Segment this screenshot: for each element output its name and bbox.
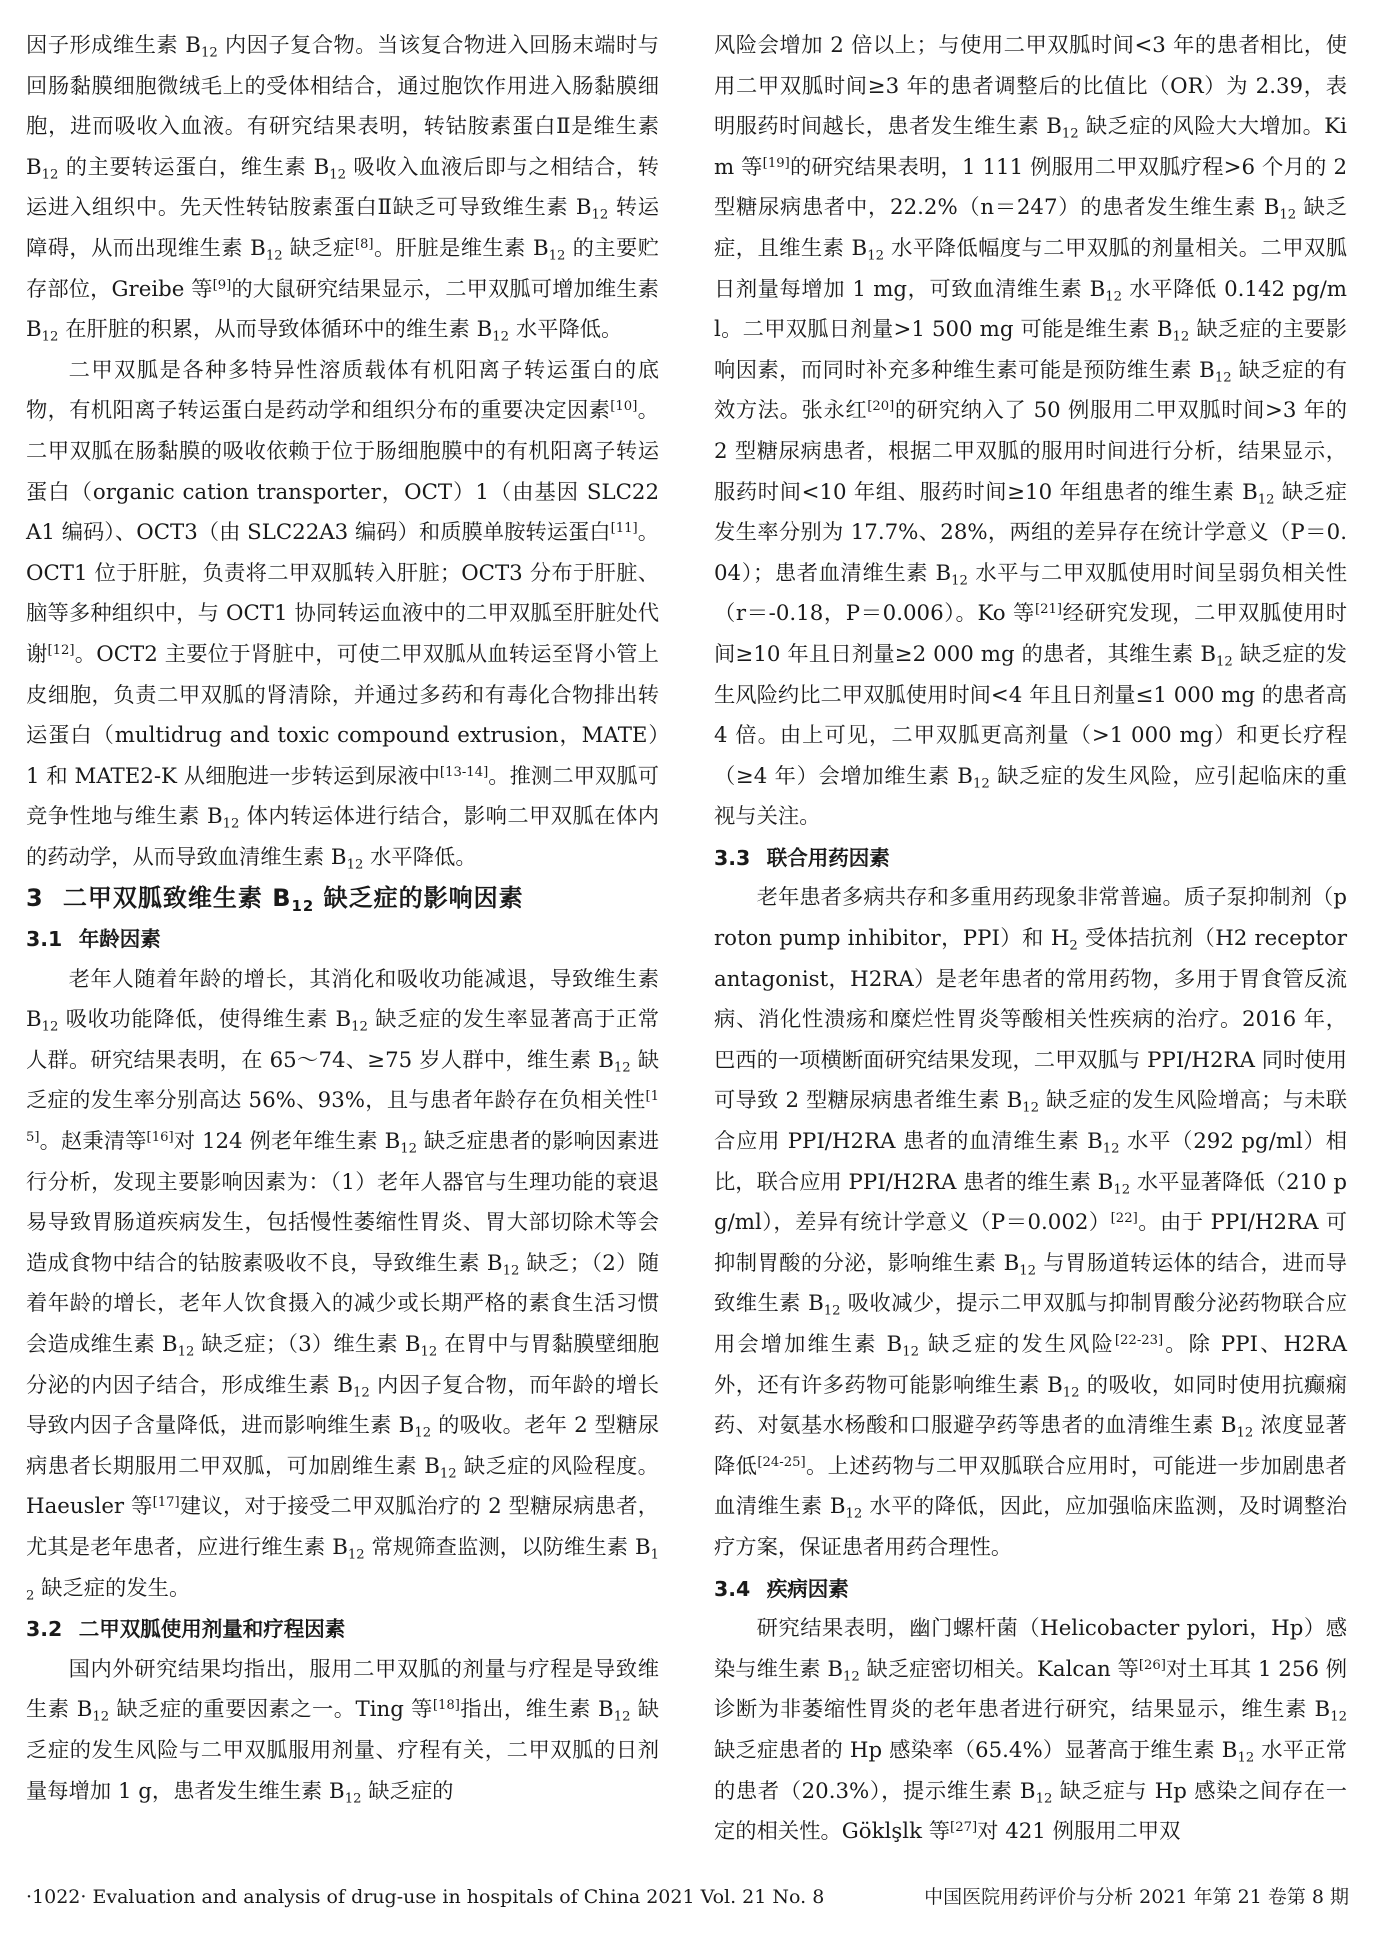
right-paragraph-2: 老年患者多病共存和多重用药现象非常普遍。质子泵抑制剂（proton pump inhibitor，PPI）和 $H_2$ 受体拮抗剂（H2 receptor antagonist，H2RA）是老年患者的常用药物，多用于胃食管反流病、消化性溃疡和糜烂性胃炎等酸相关性疾病的治疗。2016 年，巴西的一项横断面研究结果发现，二甲双胍与 PPI/H2RA 同时使用可导致 2 型糖尿病患者维生素 $B_{12}$ 缺乏症的发生风险增高；与未联合应用 PPI/H2RA 患者的血清维生素 $B_{12}$ 水平（292 pg/ml）相比，联合应用 PPI/H2RA 患者的维生素 $B_{12}$ 水平显著降低（210 pg/ml），差异有统计学意义（P＝0.002）[22]。由于 PPI/H2RA 可抑制胃酸的分泌，影响维生素 $B_{12}$ 与胃肠道转运体的结合，进而导致维生素 $B_{12}$ 吸收减少，提示二甲双胍与抑制胃酸分泌药物联合应用会增加维生素 $B_{12}$ 缺乏症的发生风险[22-23]。除 PPI、H2RA 外，还有许多药物可能影响维生素 $B_{12}$ 的吸收，如同时使用抗癫痫药、对氨基水杨酸和口服避孕药等患者的血清维生素 $B_{12}$ 浓度显著降低[24-25]。上述药物与二甲双胍联合应用时，可能进一步加剧患者血清维生素 $B_{12}$ 水平的降低，因此，应加强临床监测，及时调整治疗方案，保证患者用药合理性。 (714, 885, 1348, 1560)
footer-journal-cn: 中国医院用药评价与分析 2021 年第 21 卷第 8 期 (924, 1886, 1349, 1908)
footer-journal-en: ·1022· Evaluation and analysis of drug-use in hospitals of China 2021 Vol. 21 No. 8 (26, 1886, 825, 1908)
section-3-1-number: 3.1 (26, 927, 63, 952)
section-3-title: 二甲双胍致维生素 $B_{12}$ 缺乏症的影响因素 (62, 884, 524, 916)
left-paragraph-2: 二甲双胍是各种多特异性溶质载体有机阳离子转运蛋白的底物，有机阳离子转运蛋白是药动学和组织分布的重要决定因素[10]。二甲双胍在肠黏膜的吸收依赖于位于肠细胞膜中的有机阳离子转运蛋白（organic cation transporter，OCT）1（由基因 SLC22A1 编码）、OCT3（由 SLC22A3 编码）和质膜单胺转运蛋白[11]。OCT1 位于肝脏，负责将二甲双胍转入肝脏；OCT3 分布于肝脏、脑等多种组织中，与 OCT1 协同转运血液中的二甲双胍至肝脏处代谢[12]。OCT2 主要位于肾脏中，可使二甲双胍从血转运至肾小管上皮细胞，负责二甲双胍的肾清除，并通过多药和有毒化合物排出转运蛋白（multidrug and toxic compound extrusion，MATE）1 和 MATE2-K 从细胞进一步转运到尿液中[13-14]。推测二甲双胍可竞争性地与维生素 $B_{12}$ 体内转运体进行结合，影响二甲双胍在体内的药动学，从而导致血清维生素 $B_{12}$ 水平降低。 (26, 357, 659, 873)
left-paragraph-3: 老年人随着年龄的增长，其消化和吸收功能减退，导致维生素 $B_{12}$ 吸收功能降低，使得维生素 $B_{12}$ 缺乏症的发生率显著高于正常人群。研究结果表明，在 65～74、≥75 岁人群中，维生素 $B_{12}$ 缺乏症的发生率分别高达 56%、93%，且与患者年龄存在负相关性[15]。赵秉清等[16]对 124 例老年维生素 $B_{12}$ 缺乏症患者的影响因素进行分析，发现主要影响因素为：（1）老年人器官与生理功能的衰退易导致胃肠道疾病发生，包括慢性萎缩性胃炎、胃大部切除术等会造成食物中结合的钴胺素吸收不良，导致维生素 $B_{12}$ 缺乏；（2）随着年龄的增长，老年人饮食摄入的减少或长期严格的素食生活习惯会造成维生素 $B_{12}$ 缺乏症；（3）维生素 $B_{12}$ 在胃中与胃黏膜壁细胞分泌的内因子结合，形成维生素 $B_{12}$ 内因子复合物，而年龄的增长导致内因子含量降低，进而影响维生素 $B_{12}$ 的吸收。老年 2 型糖尿病患者长期服用二甲双胍，可加剧维生素 $B_{12}$ 缺乏症的风险程度。Haeusler 等[17]建议，对于接受二甲双胍治疗的 2 型糖尿病患者，尤其是老年患者，应进行维生素 $B_{12}$ 常规筛查监测，以防维生素 $B_{12}$ 缺乏症的发生。 (26, 966, 660, 1604)
section-3-4-number: 3.4 (714, 1576, 751, 1601)
section-3-2-number: 3.2 (26, 1617, 63, 1642)
section-3-3-heading (714, 838, 1347, 879)
section-3-4-heading (714, 1569, 1347, 1610)
section-3-2-title: 二甲双胍使用剂量和疗程因素 (78, 1617, 346, 1642)
section-3-1-title: 年龄因素 (78, 927, 161, 952)
section-3-number: 3 (26, 884, 44, 913)
section-3-2-heading (26, 1609, 659, 1650)
right-paragraph-1: 风险会增加 2 倍以上；与使用二甲双胍时间<3 年的患者相比，使用二甲双胍时间≥3 年的患者调整后的比值比（OR）为 2.39，表明服药时间越长，患者发生维生素 $B_{12}$ 缺乏症的风险大大增加。Kim 等[19]的研究结果表明，1 111 例服用二甲双胍疗程>6 个月的 2 型糖尿病患者中，22.2%（n＝247）的患者发生维生素 $B_{12}$ 缺乏症，且维生素 $B_{12}$ 水平降低幅度与二甲双胍的剂量相关。二甲双胍日剂量每增加 1 mg，可致血清维生素 $B_{12}$ 水平降低 0.142 pg/ml。二甲双胍日剂量>1 500 mg 可能是维生素 $B_{12}$ 缺乏症的主要影响因素，而同时补充多种维生素可能是预防维生素 $B_{12}$ 缺乏症的有效方法。张永红[20]的研究纳入了 50 例服用二甲双胍时间>3 年的 2 型糖尿病患者，根据二甲双胍的服用时间进行分析，结果显示，服药时间<10 年组、服药时间≥10 年组患者的维生素 $B_{12}$ 缺乏症发生率分别为 17.7%、28%，两组的差异存在统计学意义（P＝0.04）；患者血清维生素 $B_{12}$ 水平与二甲双胍使用时间呈弱负相关性（r＝-0.18，P＝0.006）。Ko 等[21]经研究发现，二甲双胍使用时间≥10 年且日剂量≥2 000 mg 的患者，其维生素 $B_{12}$ 缺乏症的发生风险约比二甲双胍使用时间<4 年且日剂量≤1 000 mg 的患者高 4 倍。由上可见，二甲双胍更高剂量（>1 000 mg）和更长疗程（≥4 年）会增加维生素 $B_{12}$ 缺乏症的发生风险，应引起临床的重视与关注。 (714, 33, 1347, 830)
section-3-3-number: 3.3 (714, 845, 751, 870)
section-3-4-title: 疾病因素 (766, 1576, 849, 1601)
section-3-3-title: 联合用药因素 (766, 845, 890, 870)
left-paragraph-1: 因子形成维生素 $B_{12}$ 内因子复合物。当该复合物进入回肠末端时与回肠黏膜细胞微绒毛上的受体相结合，通过胞饮作用进入肠黏膜细胞，进而吸收入血液。有研究结果表明，转钴胺素蛋白Ⅱ是维生素 $B_{12}$ 的主要转运蛋白，维生素 $B_{12}$ 吸收入血液后即与之相结合，转运进入组织中。先天性转钴胺素蛋白Ⅱ缺乏可导致维生素 $B_{12}$ 转运障碍，从而出现维生素 $B_{12}$ 缺乏症[8]。肝脏是维生素 $B_{12}$ 的主要贮存部位，Greibe 等[9]的大鼠研究结果显示，二甲双胍可增加维生素 $B_{12}$ 在肝脏的积累，从而导致体循环中的维生素 $B_{12}$ 水平降低。 (26, 33, 659, 345)
page-footer (26, 1882, 1349, 1912)
left-column (26, 26, 659, 1812)
section-3-heading (26, 878, 659, 919)
section-3-1-heading (26, 919, 659, 960)
right-paragraph-3: 研究结果表明，幽门螺杆菌（Helicobacter pylori，Hp）感染与维生素 $B_{12}$ 缺乏症密切相关。Kalcan 等[26]对土耳其 1 256 例诊断为非萎缩性胃炎的老年患者进行研究，结果显示，维生素 $B_{12}$ 缺乏症患者的 Hp 感染率（65.4%）显著高于维生素 $B_{12}$ 水平正常的患者（20.3%），提示维生素 $B_{12}$ 缺乏症与 Hp 感染之间存在一定的相关性。Göklşlk 等[27]对 421 例服用二甲双 (714, 1616, 1347, 1845)
left-paragraph-4: 国内外研究结果均指出，服用二甲双胍的剂量与疗程是导致维生素 $B_{12}$ 缺乏症的重要因素之一。Ting 等[18]指出，维生素 $B_{12}$ 缺乏症的发生风险与二甲双胍服用剂量、疗程有关，二甲双胍的日剂量每增加 1 g，患者发生维生素 $B_{12}$ 缺乏症的 (26, 1656, 660, 1807)
right-column (714, 26, 1347, 1853)
